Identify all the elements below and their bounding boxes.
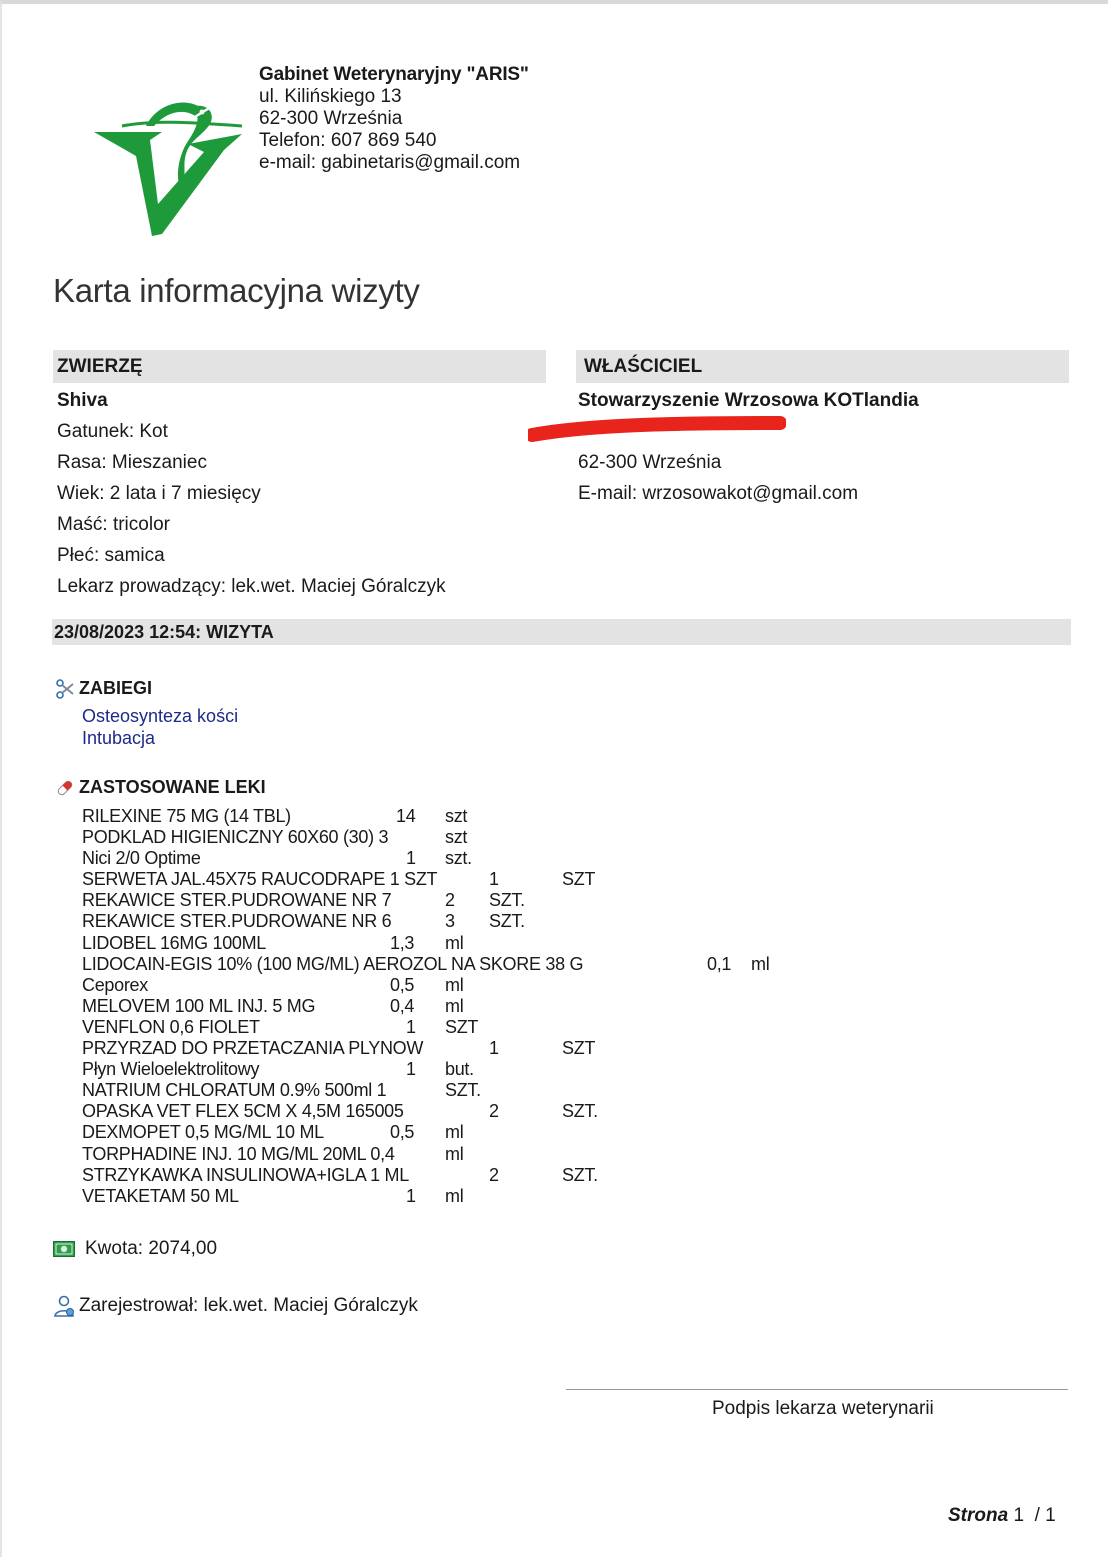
amount-value: Kwota: 2074,00: [85, 1238, 218, 1259]
pill-icon: [55, 778, 75, 798]
med-qty: 2: [445, 890, 455, 911]
procedure-item: Osteosynteza kości: [82, 706, 239, 726]
clinic-street: ul. Kilińskiego 13: [259, 86, 402, 107]
med-name: VETAKETAM 50 ML: [82, 1185, 239, 1206]
med-name: NATRIUM CHLORATUM 0.9% 500ml 1: [82, 1080, 387, 1101]
page-label: Strona: [948, 1505, 1009, 1526]
med-unit: szt: [445, 806, 468, 826]
med-name: STRZYKAWKA INSULINOWA+IGLA 1 ML: [82, 1164, 409, 1185]
owner-section-header: WŁAŚCICIEL: [576, 350, 1069, 383]
owner-name: Stowarzyszenie Wrzosowa KOTlandia: [578, 390, 919, 411]
med-qty: 14: [396, 806, 416, 826]
med-qty: 0,5: [390, 974, 415, 995]
animal-age: Wiek: 2 lata i 7 miesięcy: [57, 483, 261, 504]
med-name: OPASKA VET FLEX 5CM X 4,5M 165005: [82, 1101, 404, 1122]
med-name: Nici 2/0 Optime: [82, 848, 201, 869]
med-qty: 1: [406, 1185, 416, 1206]
med-name: LIDOBEL 16MG 100ML: [82, 932, 267, 953]
clinic-city: 62-300 Września: [259, 108, 403, 129]
page-total: 1: [1045, 1505, 1056, 1526]
med-name: MELOVEM 100 ML INJ. 5 MG: [82, 995, 316, 1016]
signature-line: [566, 1389, 1068, 1390]
med-qty: 0,5: [390, 1122, 415, 1143]
med-unit: SZT: [562, 869, 596, 890]
animal-sex: Płeć: samica: [57, 545, 165, 566]
animal-breed: Rasa: Mieszaniec: [57, 452, 207, 473]
registered-line: [53, 1294, 418, 1318]
registered-by: Zarejestrował: lek.wet. Maciej Góralczyk: [79, 1295, 418, 1316]
amount-line: [53, 1238, 217, 1260]
clinic-name: Gabinet Weterynaryjny "ARIS": [259, 64, 529, 85]
med-name: REKAWICE STER.PUDROWANE NR 6: [82, 911, 392, 932]
med-qty: 1: [406, 848, 416, 869]
med-unit: ml: [445, 1185, 464, 1206]
attending-doctor: Lekarz prowadzący: lek.wet. Maciej Góralczyk: [57, 576, 446, 597]
med-name: REKAWICE STER.PUDROWANE NR 7: [82, 890, 392, 911]
med-qty: 3: [445, 911, 455, 932]
med-unit: SZT.: [562, 1101, 598, 1122]
scissors-icon: [55, 679, 75, 699]
clinic-email: e-mail: gabinetaris@gmail.com: [259, 152, 521, 173]
visit-header: 23/08/2023 12:54: WIZYTA: [52, 619, 1071, 645]
med-unit: ml: [445, 1143, 464, 1164]
procedure-item: Intubacja: [82, 728, 156, 748]
med-unit: ml: [445, 932, 464, 953]
med-unit: ml: [445, 974, 464, 995]
med-qty: 2: [489, 1164, 499, 1185]
med-name: TORPHADINE INJ. 10 MG/ML 20ML 0,4: [82, 1143, 395, 1164]
med-name: RILEXINE 75 MG (14 TBL): [82, 806, 291, 826]
meds-header-label: ZASTOSOWANE LEKI: [79, 777, 266, 797]
animal-color: Maść: tricolor: [57, 514, 170, 535]
med-name: SERWETA JAL.45X75 RAUCODRAPE 1 SZT: [82, 869, 438, 890]
page-separator: /: [1034, 1505, 1040, 1526]
med-unit: SZT.: [489, 890, 525, 911]
med-unit: SZT.: [489, 911, 525, 932]
med-qty: 1: [489, 1038, 499, 1059]
procedures-header: [55, 678, 152, 699]
med-unit: SZT: [445, 1016, 479, 1037]
owner-email: E-mail: wrzosowakot@gmail.com: [578, 483, 859, 504]
med-unit: SZT: [562, 1038, 596, 1059]
clinic-phone: Telefon: 607 869 540: [259, 130, 437, 151]
page-title: Karta informacyjna wizyty: [53, 272, 420, 309]
med-unit: SZT.: [562, 1164, 598, 1185]
clinic-info: [259, 64, 529, 174]
med-qty: 1,3: [390, 932, 415, 953]
clinic-logo: [92, 96, 242, 240]
signature-label: Podpis lekarza weterynarii: [712, 1398, 934, 1419]
med-name: Płyn Wieloelektrolitowy: [82, 1059, 260, 1080]
med-qty: 0,1: [707, 953, 732, 974]
animal-name: Shiva: [57, 390, 108, 411]
med-name: DEXMOPET 0,5 MG/ML 10 ML: [82, 1122, 324, 1143]
med-qty: 0,4: [390, 995, 415, 1016]
med-unit: SZT.: [445, 1080, 481, 1101]
page-current: 1: [1013, 1505, 1025, 1526]
med-name: PRZYRZAD DO PRZETACZANIA PLYNOW: [82, 1038, 424, 1059]
page-number: [948, 1505, 1056, 1527]
med-unit: ml: [751, 953, 770, 974]
med-qty: 1: [406, 1016, 416, 1037]
meds-header: [55, 777, 266, 798]
med-qty: 1: [489, 869, 499, 890]
med-unit: ml: [445, 995, 464, 1016]
med-qty: 2: [489, 1101, 499, 1122]
med-name: VENFLON 0,6 FIOLET: [82, 1016, 260, 1037]
med-unit: szt: [445, 827, 468, 848]
owner-city: 62-300 Września: [578, 452, 722, 473]
med-unit: but.: [445, 1059, 474, 1080]
animal-species: Gatunek: Kot: [57, 421, 168, 442]
med-name: Ceporex: [82, 974, 148, 995]
user-icon: [53, 1294, 77, 1318]
med-name: LIDOCAIN-EGIS 10% (100 MG/ML) AEROZOL NA SKORE 38 G: [82, 953, 584, 974]
med-name: PODKLAD HIGIENICZNY 60X60 (30) 3: [82, 827, 389, 848]
animal-section-header: ZWIERZĘ: [53, 350, 546, 383]
banknote-icon: [53, 1241, 75, 1257]
med-unit: szt.: [445, 848, 472, 869]
med-qty: 1: [406, 1059, 416, 1080]
redaction-mark: [528, 415, 786, 443]
procedures-header-label: ZABIEGI: [79, 678, 153, 698]
med-unit: ml: [445, 1122, 464, 1143]
